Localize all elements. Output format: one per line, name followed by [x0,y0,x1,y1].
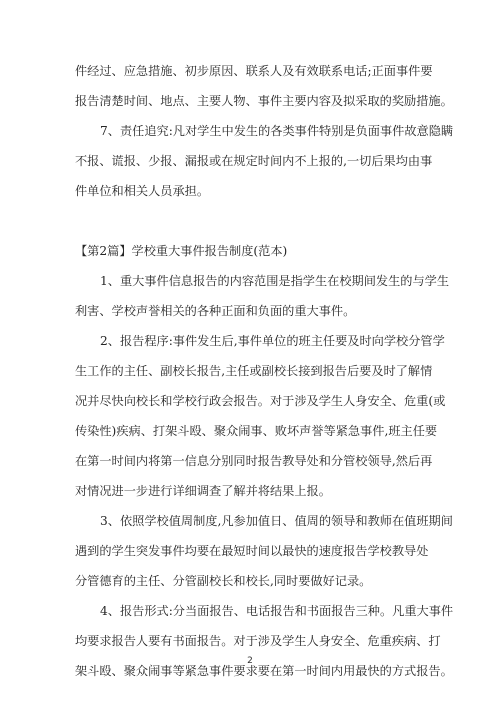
paragraph-line: 传染性)疾病、打架斗殴、聚众闹事、败坏声誉等紧急事件,班主任要 [75,424,438,438]
page-number: 2 [247,656,253,666]
paragraph-line: 3、依照学校值周制度,凡参加值日、值周的领导和教师在值班期间 [100,514,453,528]
section-heading: 【第2篇】学校重大事件报告制度(范本) [75,244,288,258]
paragraph-line: 均要求报告人要有书面报告。对于涉及学生人身安全、危重疾病、打 [75,634,441,648]
paragraph-line: 利害、学校声誉相关的各种正面和负面的重大事件。 [75,304,356,318]
paragraph-line: 1、重大事件信息报告的内容范围是指学生在校期间发生的与学生 [100,274,450,288]
paragraph-line: 件单位和相关人员承担。 [75,184,210,198]
paragraph-line: 生工作的主任、副校长报告,主任或副校长接到报告后要及时了解情 [75,364,433,378]
paragraph-line: 分管德育的主任、分管副校长和校长,同时要做好记录。 [75,574,372,588]
paragraph-line: 报告清楚时间、地点、主要人物、事件主要内容及拟采取的奖励措施。 [75,94,453,108]
paragraph-line: 7、责任追究:凡对学生中发生的各类事件特别是负面事件故意隐瞒 [100,124,454,138]
paragraph-line: 不报、谎报、少报、漏报或在规定时间内不上报的,一切后果均由事 [75,154,433,168]
paragraph-line: 遇到的学生突发事件均要在最短时间以最快的速度报告学校教导处 [75,544,429,558]
paragraph-line: 件经过、应急措施、初步原因、联系人及有效联系电话;正面事件要 [75,64,433,78]
paragraph-line: 对情况进一步进行详细调查了解并将结果上报。 [75,484,331,498]
paragraph-line: 4、报告形式:分当面报告、电话报告和书面报告三种。凡重大事件 [100,604,454,618]
paragraph-line: 在第一时间内将第一信息分别同时报告教导处和分管校领导,然后再 [75,454,433,468]
paragraph-line: 架斗殴、聚众闹事等紧急事件要求要在第一时间内用最快的方式报告。 [75,664,453,678]
paragraph-line: 2、报告程序:事件发生后,事件单位的班主任要及时向学校分管学 [100,334,445,348]
paragraph-line: 况并尽快向校长和学校行政会报告。对于涉及学生人身安全、危重(或 [75,394,446,408]
